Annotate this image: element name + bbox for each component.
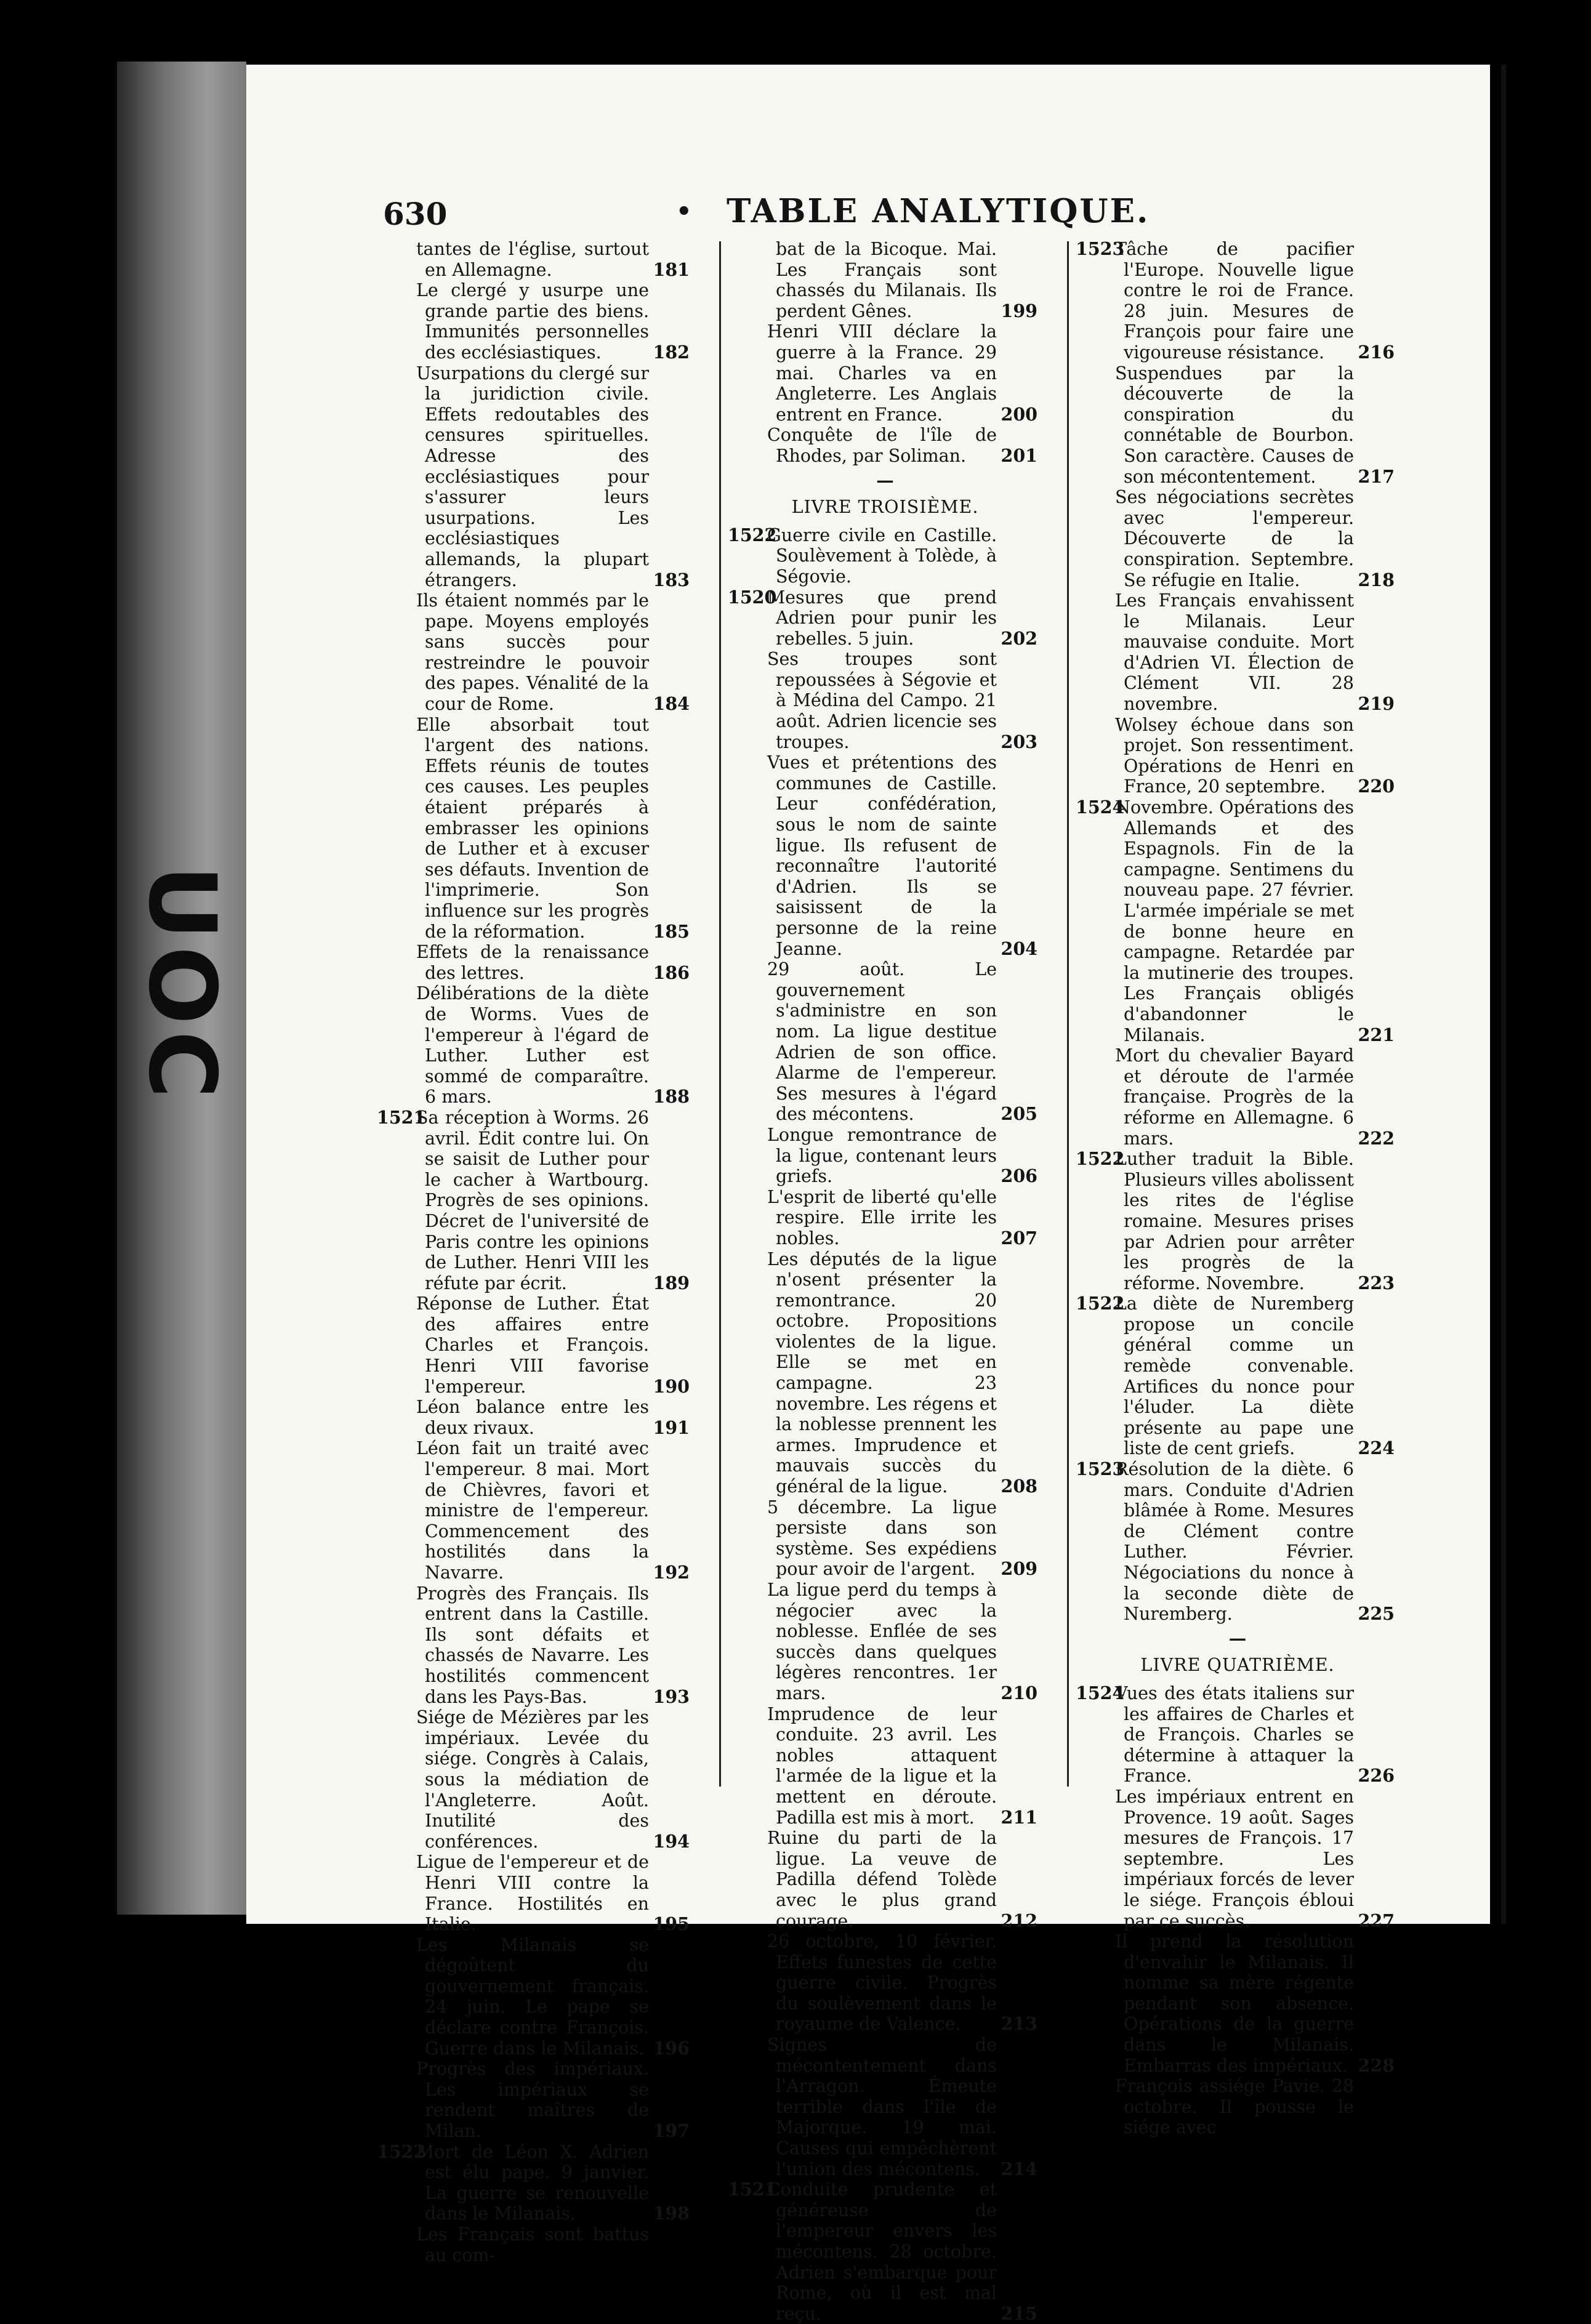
- entry-year: 1523: [1076, 1458, 1125, 1480]
- entry-text: Léon balance entre les deux rivaux.: [416, 1397, 649, 1438]
- entry-page-ref: 184: [653, 693, 690, 715]
- index-entry: [1076, 238, 1395, 363]
- entry-page-ref: 223: [1358, 1272, 1395, 1293]
- entry-text: Ses troupes sont repoussées à Ségovie et à Médina del Campo. 21 août. Adrien licencie ses troupes.: [767, 649, 997, 752]
- index-entry: [728, 586, 1037, 649]
- index-entry: [382, 2059, 690, 2141]
- entry-text: Mesures que prend Adrien pour punir les rebelles. 5 juin.: [767, 587, 997, 649]
- entry-text: L'esprit de liberté qu'elle respire. Elle irrite les nobles.: [767, 1186, 997, 1248]
- entry-page-ref: 221: [1358, 1024, 1395, 1045]
- entry-page-ref: 206: [1001, 1165, 1037, 1187]
- entry-text: Vues des états italiens sur les affaires de Charles et de François. Charles se détermine à attaquer la France.: [1115, 1683, 1354, 1787]
- index-entry: [1081, 487, 1395, 590]
- entry-page-ref: 213: [1001, 2013, 1037, 2035]
- index-entry: [733, 1249, 1037, 1497]
- entry-text: Conduite prudente et généreuse de l'empereur envers les mécontens. 28 octobre. Adrien s'embarque pour Rome, où il est mal reçu.: [767, 2179, 997, 2324]
- section-heading: LIVRE TROISIÈME.: [791, 497, 979, 518]
- entry-text: Réponse de Luther. État des affaires entre Charles et François. Henri VIII favorise l'empereur.: [416, 1293, 649, 1397]
- index-entry: [382, 280, 690, 363]
- entry-text: 26 octobre, 10 février. Effets funestes de cette guerre civile. Progrès du soulèvement dans le royaume de Valence.: [767, 1931, 997, 2035]
- entry-page-ref: 199: [1001, 300, 1037, 321]
- entry-year: 1524: [1076, 797, 1125, 818]
- entry-text: 29 août. Le gouvernement s'administre en son nom. La ligue destitue Adrien de son office. Alarme de l'empereur. Ses mesures à l'égard des mécontens.: [767, 959, 997, 1125]
- page-number: 630: [383, 196, 448, 232]
- index-entry: [733, 1704, 1037, 1828]
- index-entry: [382, 1852, 690, 1934]
- entry-year: 1524: [1076, 1682, 1125, 1703]
- entry-page-ref: 205: [1001, 1103, 1037, 1125]
- entry-page-ref: 182: [653, 341, 690, 363]
- index-entry: [733, 1125, 1037, 1187]
- entry-year: 1521: [377, 1106, 426, 1128]
- entry-page-ref: 212: [1001, 1910, 1037, 1931]
- entry-page-ref: 228: [1358, 2054, 1395, 2076]
- entry-text: Longue remontrance de la ligue, contenant leurs griefs.: [767, 1124, 997, 1187]
- index-entry: [733, 239, 1037, 321]
- entry-page-ref: 201: [1001, 444, 1037, 466]
- index-entry: [377, 1106, 690, 1293]
- entry-text: Il prend la résolution d'envahir le Milanais. Il nomme sa mère régente pendant son absence. Opérations de la guerre dans le Milanais. Embarras des impériaux.: [1115, 1931, 1354, 2076]
- index-entry: [733, 752, 1037, 959]
- entry-page-ref: 188: [653, 1086, 690, 1108]
- index-column-2: [728, 239, 1037, 2324]
- entry-page-ref: 209: [1001, 1558, 1037, 1580]
- entry-page-ref: 198: [653, 2203, 690, 2224]
- column-divider: [719, 241, 721, 1787]
- entry-page-ref: 211: [1001, 1806, 1037, 1828]
- index-entry: [1081, 1787, 1395, 1931]
- index-entry: [1081, 1931, 1395, 2076]
- entry-page-ref: 224: [1358, 1437, 1395, 1459]
- index-entry: [1076, 1458, 1395, 1625]
- index-entry: [382, 363, 690, 591]
- index-entry: [733, 1580, 1037, 1704]
- entry-year: 1521: [728, 2179, 777, 2200]
- entry-text: bat de la Bicoque. Mai. Les Français sont chassés du Milanais. Ils perdent Gênes.: [776, 239, 997, 321]
- index-entry: [382, 590, 690, 715]
- index-entry: [733, 1931, 1037, 2035]
- entry-page-ref: 215: [1001, 2302, 1037, 2324]
- index-entry: [382, 239, 690, 280]
- entry-page-ref: 186: [653, 962, 690, 983]
- entry-text: Luther traduit la Bible. Plusieurs villes abolissent les rites de l'église romaine. Mesures prises par Adrien pour arrêter les progrès de la réforme. Novembre.: [1115, 1149, 1354, 1293]
- index-entry: [382, 942, 690, 983]
- index-entry: [382, 1583, 690, 1708]
- entry-text: Mort de Léon X. Adrien est élu pape. 9 janvier. La guerre se renouvelle dans le Milanais.: [416, 2141, 649, 2224]
- section-heading: LIVRE QUATRIÈME.: [1140, 1655, 1335, 1676]
- entry-page-ref: 200: [1001, 403, 1037, 425]
- page-edge-line: [1501, 65, 1506, 1924]
- entry-page-ref: 214: [1001, 2158, 1037, 2179]
- entry-text: Le clergé y usurpe une grande partie des biens. Immunités personnelles des ecclésiastiques.: [416, 280, 649, 363]
- entry-text: tantes de l'église, surtout en Allemagne.: [416, 239, 649, 280]
- entry-year: 1522: [1076, 1293, 1125, 1314]
- entry-text: La diète de Nuremberg propose un concile général comme un remède convenable. Artifices du nonce pour l'éluder. La diète présente au pape une liste de cent griefs.: [1115, 1293, 1354, 1459]
- entry-text: Léon fait un traité avec l'empereur. 8 mai. Mort de Chièvres, favori et ministre de l'empereur. Commencement des hostilités dans la Navarre.: [416, 1438, 649, 1583]
- entry-page-ref: 196: [653, 2037, 690, 2059]
- entry-page-ref: 217: [1358, 465, 1395, 487]
- entry-page-ref: 185: [653, 920, 690, 942]
- entry-year: 1522: [377, 2141, 426, 2162]
- index-entry: [1081, 363, 1395, 488]
- index-entry: [1076, 1682, 1395, 1787]
- entry-text: Délibérations de la diète de Worms. Vues de l'empereur à l'égard de Luther. Luther est sommé de comparaître. 6 mars.: [416, 983, 649, 1108]
- entry-text: Wolsey échoue dans son projet. Son ressentiment. Opérations de Henri en France, 20 septembre.: [1115, 714, 1354, 797]
- index-entry: [728, 2179, 1037, 2324]
- entry-text: La ligue perd du temps à négocier avec la noblesse. Enflée de ses succès dans quelques légères rencontres. 1er mars.: [767, 1580, 997, 1703]
- entry-text: Signes de mécontentement dans l'Arragon. Émeute terrible dans l'île de Majorque. 19 mai. Causes qui empêchèrent l'union des mécontens.: [767, 2035, 997, 2179]
- index-column-3: [1076, 238, 1395, 2138]
- index-entry: [1081, 1045, 1395, 1149]
- entry-page-ref: 220: [1358, 776, 1395, 797]
- index-entry: [382, 1707, 690, 1852]
- entry-text: Guerre civile en Castille. Soulèvement à Tolède, à Ségovie.: [767, 525, 997, 587]
- entry-page-ref: 194: [653, 1830, 690, 1852]
- entry-page-ref: 207: [1001, 1227, 1037, 1248]
- entry-page-ref: 203: [1001, 731, 1037, 752]
- entry-page-ref: 208: [1001, 1476, 1037, 1497]
- entry-page-ref: 204: [1001, 938, 1037, 959]
- entry-page-ref: 222: [1358, 1127, 1395, 1149]
- entry-page-ref: 219: [1358, 693, 1395, 715]
- entry-text: Tâche de pacifier l'Europe. Nouvelle ligue contre le roi de France. 28 juin. Mesures de François pour faire une vigoureuse résistance.: [1115, 239, 1354, 363]
- entry-page-ref: 225: [1358, 1603, 1395, 1625]
- index-entry: [733, 1187, 1037, 1249]
- index-entry: [1076, 797, 1395, 1045]
- entry-page-ref: 226: [1358, 1765, 1395, 1787]
- index-entry: [1081, 2076, 1395, 2138]
- index-entry: [382, 1397, 690, 1438]
- entry-page-ref: 218: [1358, 569, 1395, 590]
- entry-text: Usurpations du clergé sur la juridiction civile. Effets redoutables des censures spirituelles. Adresse des ecclésiastiques pour s'assurer leurs usurpations. Les ecclésiastiques allemands, la plupart étrangers.: [416, 363, 649, 590]
- entry-page-ref: 191: [653, 1417, 690, 1438]
- index-entry: [1076, 1148, 1395, 1293]
- entry-text: Les Français envahissent le Milanais. Leur mauvaise conduite. Mort d'Adrien VI. Élection de Clément VII. 28 novembre.: [1115, 590, 1354, 715]
- index-entry: [733, 1828, 1037, 1931]
- index-entry: [733, 1497, 1037, 1580]
- section-rule: —: [1228, 1627, 1247, 1649]
- entry-year: 1520: [728, 586, 777, 608]
- entry-text: Ruine du parti de la ligue. La veuve de Padilla défend Tolède avec le plus grand courage.: [767, 1828, 997, 1931]
- index-entry: [382, 1293, 690, 1397]
- entry-page-ref: 202: [1001, 627, 1037, 649]
- spine-stamp: UOC: [128, 865, 235, 1105]
- entry-page-ref: 210: [1001, 1682, 1037, 1703]
- index-entry: [1081, 590, 1395, 715]
- entry-text: Ils étaient nommés par le pape. Moyens employés sans succès pour restreindre le pouvoir des papes. Vénalité de la cour de Rome.: [416, 590, 649, 715]
- entry-text: Elle absorbait tout l'argent des nations. Effets réunis de toutes ces causes. Les peuples étaient préparés à embrasser les opinions de Luther et à excuser ses défauts. Invention de l'imprimerie. Son influence sur les progrès de la réformation.: [416, 714, 649, 942]
- entry-page-ref: 181: [653, 259, 690, 280]
- index-entry: [1081, 715, 1395, 797]
- entry-text: Henri VIII déclare la guerre à la France. 29 mai. Charles va en Angleterre. Les Anglais entrent en France.: [767, 321, 997, 425]
- entry-page-ref: 183: [653, 569, 690, 590]
- column-divider: [1067, 241, 1069, 1787]
- header-bullet: •: [676, 197, 692, 226]
- entry-page-ref: 189: [653, 1272, 690, 1293]
- entry-text: Mort du chevalier Bayard et déroute de l'armée française. Progrès de la réforme en Allemagne. 6 mars.: [1115, 1045, 1354, 1149]
- index-entry: [733, 649, 1037, 752]
- entry-text: Siége de Mézières par les impériaux. Levée du siége. Congrès à Calais, sous la médiation de l'Angleterre. Août. Inutilité des conférences.: [416, 1707, 649, 1852]
- entry-text: Ses négociations secrètes avec l'empereur. Découverte de la conspiration. Septembre. Se réfugie en Italie.: [1115, 487, 1354, 590]
- entry-year: 1522: [1076, 1148, 1125, 1170]
- section-rule: —: [876, 469, 894, 491]
- index-entry: [733, 321, 1037, 425]
- entry-text: Les impériaux entrent en Provence. 19 août. Sages mesures de François. 17 septembre. Les impériaux forcés de lever le siége. François ébloui par ce succès.: [1115, 1786, 1354, 1931]
- index-entry: [733, 959, 1037, 1125]
- entry-page-ref: 216: [1358, 341, 1395, 363]
- index-entry: [733, 2035, 1037, 2179]
- entry-text: Les Milanais se dégoûtent du gouvernement français. 24 juin. Le pape se déclare contre François. Guerre dans le Milanais.: [416, 1934, 649, 2059]
- index-column-1: [377, 239, 690, 2266]
- page-title: TABLE ANALYTIQUE.: [727, 192, 1150, 230]
- entry-text: Les députés de la ligue n'osent présenter la remontrance. 20 octobre. Propositions violentes de la ligue. Elle se met en campagne. 23 novembre. Les régens et la noblesse prennent les armes. Imprudence et mauvais succès du général de la ligue.: [767, 1248, 997, 1497]
- entry-page-ref: 190: [653, 1375, 690, 1397]
- entry-page-ref: 227: [1358, 1910, 1395, 1931]
- entry-text: Sa réception à Worms. 26 avril. Édit contre lui. On se saisit de Luther pour le cacher à Wartbourg. Progrès de ses opinions. Décret de l'université de Paris contre les opinions de Luther. Henri VIII les réfute par écrit.: [416, 1107, 649, 1293]
- index-entry: [382, 1935, 690, 2059]
- index-entry: [382, 715, 690, 943]
- entry-text: 5 décembre. La ligue persiste dans son système. Ses expédiens pour avoir de l'argent.: [767, 1497, 997, 1580]
- entry-text: Ligue de l'empereur et de Henri VIII contre la France. Hostilités en Italie.: [416, 1852, 649, 1935]
- index-entry: [382, 1438, 690, 1583]
- entry-text: Résolution de la diète. 6 mars. Conduite d'Adrien blâmée à Rome. Mesures de Clément contre Luther. Février. Négociations du nonce à la seconde diète de Nuremberg.: [1115, 1459, 1354, 1625]
- index-entry: [377, 2141, 690, 2224]
- entry-page-ref: 193: [653, 1686, 690, 1707]
- entry-text: Les Français sont battus au com-: [416, 2224, 649, 2266]
- entry-page-ref: 197: [653, 2120, 690, 2142]
- entry-year: 1523: [1076, 238, 1125, 259]
- entry-text: Novembre. Opérations des Allemands et des Espagnols. Fin de la campagne. Sentimens du nouveau pape. 27 février. L'armée impériale se met de bonne heure en campagne. Retardée par la mutinerie des troupes. Les Français obligés d'abandonner le Milanais.: [1115, 797, 1354, 1045]
- entry-year: 1522: [728, 524, 777, 545]
- index-entry: [728, 524, 1037, 587]
- entry-page-ref: 192: [653, 1562, 690, 1583]
- entry-text: Progrès des Français. Ils entrent dans la Castille. Ils sont défaits et chassés de Navarre. Les hostilités commencent dans les Pays-Bas.: [416, 1583, 649, 1707]
- index-entry: [1076, 1293, 1395, 1459]
- entry-text: Effets de la renaissance des lettres.: [416, 942, 649, 983]
- index-entry: [382, 2224, 690, 2266]
- entry-text: Suspendues par la découverte de la conspiration du connétable de Bourbon. Son caractère. Causes de son mécontentement.: [1115, 363, 1354, 487]
- entry-text: Imprudence de leur conduite. 23 avril. Les nobles attaquent l'armée de la ligue et la mettent en déroute. Padilla est mis à mort.: [767, 1703, 997, 1828]
- entry-text: Conquête de l'île de Rhodes, par Soliman.: [767, 425, 997, 466]
- entry-text: Progrès des impériaux. Les impériaux se rendent maîtres de Milan.: [416, 2059, 649, 2142]
- index-entry: [382, 983, 690, 1108]
- index-entry: [733, 425, 1037, 466]
- entry-text: Vues et prétentions des communes de Castille. Leur confédération, sous le nom de sainte ligue. Ils refusent de reconnaître l'autorité d'Adrien. Ils se saisissent de la personne de la reine Jeanne.: [767, 752, 997, 959]
- entry-text: François assiége Pavie. 28 octobre. Il pousse le siége avec: [1115, 2076, 1354, 2138]
- entry-page-ref: 195: [653, 1913, 690, 1935]
